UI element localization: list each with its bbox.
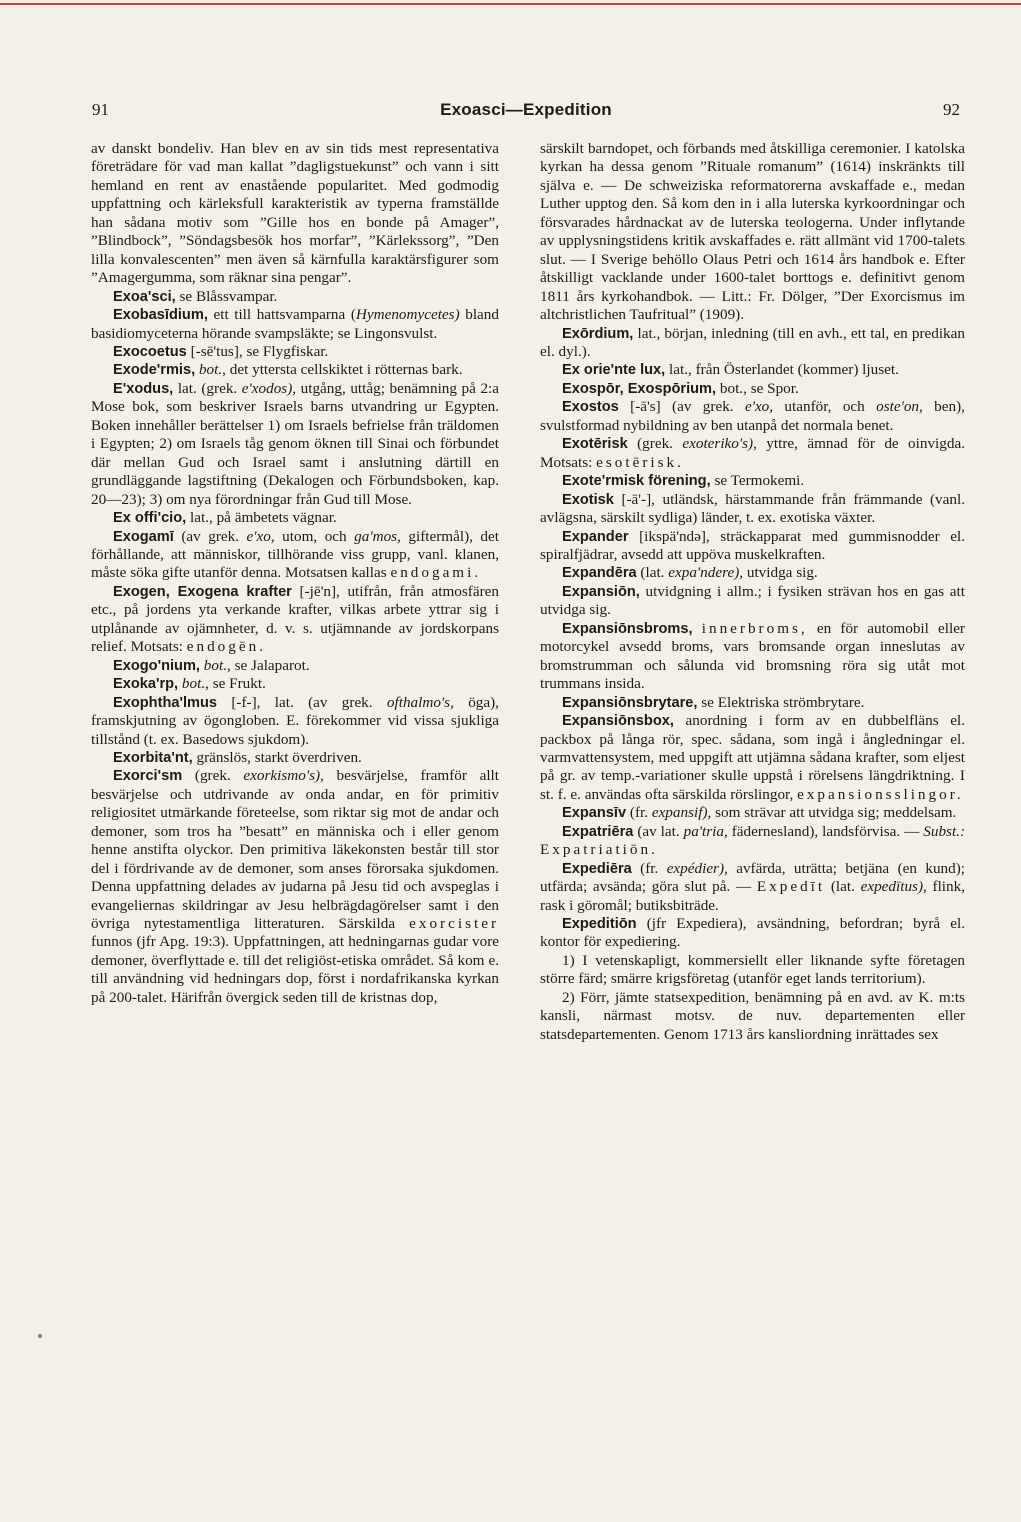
- entry-text: [-f-], lat. (av grek.: [217, 693, 387, 711]
- headword: Expediēra: [562, 860, 632, 877]
- entry-text: bot.: [198, 361, 223, 379]
- entry-text: e'xodos),: [241, 379, 297, 397]
- entry-text: (grek.: [182, 767, 244, 785]
- margin-dot: [38, 1334, 42, 1338]
- dictionary-entry: [540, 325, 965, 362]
- dictionary-entry: [91, 528, 499, 583]
- entry-text: e'xo,: [744, 398, 774, 416]
- entry-text: (lat.: [825, 878, 861, 896]
- entry-text: Hymenomycetes): [355, 306, 460, 324]
- dictionary-entry: [540, 620, 965, 694]
- entry-text: expansif),: [651, 804, 712, 822]
- entry-text: [-ā'-], utländsk, härstammande från främmande (vanl. avlägsna, särskilt sydliga) länder, t. ex. exotiska växter.: [540, 490, 965, 527]
- entry-text: endogami.: [390, 564, 482, 582]
- headword: Exophtha'lmus: [113, 694, 218, 711]
- headword: Expandēra: [562, 565, 637, 582]
- headword: Exoa'sci,: [113, 288, 176, 305]
- dictionary-entry: [91, 657, 499, 675]
- entry-text: (fr.: [626, 804, 652, 822]
- dictionary-entry: [91, 288, 499, 306]
- entry-text: Expatriatiōn.: [540, 841, 658, 859]
- headword: Ex orie'nte lux,: [562, 362, 666, 379]
- dictionary-entry: [540, 989, 965, 1044]
- entry-text: utom, och: [274, 527, 355, 545]
- running-title: Exoasci—Expedition: [440, 100, 612, 119]
- headword: Expansiōnsbrytare,: [562, 694, 698, 711]
- dictionary-entry: [540, 952, 965, 989]
- headword: Exogo'nium,: [113, 657, 200, 674]
- entry-text: , se Jalaparot.: [227, 656, 310, 674]
- dictionary-entry: [91, 361, 499, 379]
- entry-text: [-jē'n], utifrån, från atmosfären etc., på jordens yta verkande krafter, vilkas arbete yttrar sig i utplånande av ojämnheter, d. v. s. utjämnande av jordskorpans relief. Motsats:: [91, 582, 499, 656]
- entry-text: 2) Förr, jämte statsexpedition, benämning på en avd. av K. m:ts kansli, närmast motsv. de nuv. departementen eller statsdepartementen. Genom 1713 års kansliordning inrättades sex: [540, 988, 965, 1043]
- entry-text: (jfr Expediera), avsändning, befordran; byrå el. kontor för expediering.: [540, 915, 965, 951]
- headword: Exobasīdium,: [113, 307, 208, 324]
- headword: Exostos: [562, 399, 619, 416]
- entry-text: som strävar att utvidga sig; meddelsam.: [711, 804, 957, 822]
- entry-text: bland basidiomyceterna hörande svampsläkte; se Lingonsvulst.: [91, 306, 499, 342]
- entry-text: lat., på ämbetets vägnar.: [186, 509, 337, 527]
- dictionary-entry: [540, 491, 965, 528]
- top-rule: [0, 3, 1021, 5]
- entry-text: se Blåssvampar.: [175, 287, 278, 305]
- headword: Exogamī: [113, 528, 174, 545]
- entry-text: utgång, uttåg; benämning på 2:a Mose bok, som beskriver Israels barns utvandring ur Egypten. Boken innehåller berättelser 1) om Israels befrielse från träldomen i Egypten; 2) om Israels tåg genom öknen till Sinai och förbundet där mellan Gud och Israel samt i anslutning därtill en grundläggande lagstiftning (Dekalogen och Förbundsboken, kap. 20—23); 3) om nya förordningar från Gud till Mose.: [91, 379, 499, 508]
- dictionary-entry: [540, 712, 965, 804]
- dictionary-entry: [540, 361, 965, 379]
- entry-text: , se Frukt.: [205, 675, 266, 693]
- entry-text: 1) I vetenskapligt, kommersiellt eller liknande syfte företagen större färd; smärre krigsföretag (utanför eget lands territorium).: [540, 951, 965, 988]
- entry-text: ett till hattsvamparna (: [207, 306, 356, 324]
- entry-text: e'xo,: [246, 527, 275, 545]
- headword: Exorci'sm: [113, 768, 183, 785]
- page-number-right: 92: [943, 100, 960, 119]
- entry-text: (av grek.: [173, 527, 247, 545]
- entry-text: ben), svulstformad nybildning av ben utanpå det normala benet.: [540, 398, 965, 434]
- entry-text: oste'on,: [876, 398, 923, 416]
- headword: Exote'rmisk förening,: [562, 473, 711, 490]
- entry-text: se Termokemi.: [710, 472, 805, 490]
- entry-text: funnos (jfr Apg. 19:3). Uppfattningen, att hedningarnas gudar vore demoner, överflyttade e. till det religiöst-etiska området. Så kom e. till användning vid hedningars dop, först i nordafrikanska kyrkan på 200-talet. Härifrån övergick seden till de kristnas dop,: [91, 933, 499, 1006]
- headword: E'xodus,: [113, 380, 174, 397]
- headword: Expeditiōn: [562, 916, 637, 933]
- dictionary-entry: [91, 767, 499, 1007]
- dictionary-entry: [91, 583, 499, 657]
- entry-text: expansionsslingor.: [797, 785, 964, 803]
- dictionary-entry: [540, 915, 965, 952]
- entry-text: se Elektriska strömbrytare.: [697, 693, 865, 711]
- entry-text: yttre, ämnad för de oinvigda. Motsats:: [540, 435, 965, 471]
- headword: Ex offi'cio,: [113, 510, 187, 527]
- dictionary-entry: [540, 804, 965, 822]
- entry-text: exorkismo's),: [243, 767, 324, 785]
- dictionary-entry: [91, 306, 499, 343]
- entry-text: Subst.:: [923, 822, 966, 840]
- entry-text: av danskt bondeliv. Han blev en av sin tids mest representativa företrädare för vad man kallat ”dagligstuekunst” och vann i sitt hemland en rent av enastående popularitet. Med godmodig uppfattning och kärleksfull karakteristik av typerna framställde han sådana motiv som ”Gille hos en bonde på Amager”, ”Blindbock”, ”Söndagsbesök hos morfar”, ”Kärlekssorg”, ”Den lilla konvalescenten” men även så kärnfulla karaktärsfigurer som ”Amagergumma, som räknar sina pengar”.: [91, 140, 499, 287]
- headword: Expander: [562, 528, 629, 545]
- headword: Exorbita'nt,: [113, 749, 193, 766]
- entry-text: esotērisk.: [596, 453, 684, 471]
- headword: Expansiōnsbroms,: [562, 620, 693, 637]
- entry-text: innerbroms,: [701, 619, 808, 637]
- dictionary-entry: [540, 860, 965, 915]
- dictionary-entry: [540, 694, 965, 712]
- entry-text: expedītus),: [860, 878, 927, 896]
- dictionary-entry: [91, 380, 499, 509]
- headword: Exoka'rp,: [113, 676, 179, 693]
- entry-text: [693, 620, 702, 637]
- dictionary-entry: [91, 509, 499, 527]
- dictionary-entry: [91, 675, 499, 693]
- dictionary-entry: [91, 343, 499, 361]
- headword: Exospōr, Exospōrium,: [562, 380, 717, 397]
- entry-text: anordning i form av en dubbelfläns el. packbox på långa rör, spec. sådana, som ingå i ångledningar el. varmvattensystem, med uppgift att utjämna sådana krafter, som eljest på gr. av temp.-variationer skulle uppstå i rörelsens längdriktning. I st. f. e. användas ofta särskilda rörslingor,: [540, 712, 965, 803]
- entry-text: expédier),: [666, 859, 728, 877]
- entry-text: lat., från Österlandet (kommer) ljuset.: [665, 361, 899, 379]
- headword: Exotērisk: [562, 436, 628, 453]
- entry-text: exoteriko's),: [682, 435, 757, 453]
- entry-text: [ikspä'ndə], sträckapparat med gummisnodder el. spiralfjädrar, avsedd att uppöva muskelkraften.: [540, 527, 965, 563]
- entry-text: Expedīt: [756, 878, 826, 896]
- dictionary-entry: [91, 749, 499, 767]
- headword: Exotisk: [562, 491, 614, 508]
- entry-text: giftermål), det förhållande, att människor, tillhörande viss grupp, vanl. klanen, måste söka gifte utanför denna. Motsatsen kallas: [91, 527, 499, 582]
- dictionary-entry: [540, 528, 965, 565]
- entry-text: expa'ndere),: [668, 564, 744, 582]
- entry-text: ofthalmo's,: [386, 693, 454, 711]
- dictionary-entry: [540, 472, 965, 490]
- headword: Expansiōnsbox,: [562, 713, 674, 730]
- entry-text: flink, rask i göromål; butiksbiträde.: [540, 878, 966, 914]
- entry-text: avfärda, uträtta; betjäna (en kund); utfärda; avsända; göra slut på. —: [540, 859, 965, 896]
- entry-text: en för automobil eller motorcykel avsedd broms, vars bromsande organ inneslutas av bromstrumman och sålunda vid bromsning röra sig utåt mot trummans insida.: [540, 619, 965, 693]
- entry-text: (fr.: [631, 859, 667, 877]
- entry-text: bot., se Spor.: [716, 379, 799, 397]
- entry-text: (lat.: [636, 564, 669, 582]
- entry-text: exorcister: [409, 915, 499, 933]
- entry-text: (av lat.: [633, 822, 684, 840]
- headword: Expansiōn,: [562, 583, 640, 600]
- dictionary-entry: [540, 564, 965, 582]
- entry-text: bot.: [203, 656, 227, 674]
- page-header: [92, 100, 960, 126]
- entry-text: besvärjelse, framför allt besvärjelse och utdrivande av onda andar, en för primitiv religiositet utmärkande företeelse, som riktar sig mot de andar och demoner, som tros ha ”besatt” en människa och i eller genom henne anstifta olyckor. Den primitiva läkekonsten består till stor del i fördrivande av de demoner, som anses förorsaka sjukdomen. Denna uppfattning delades av judarna på Jesu tid och avspeglas i evangeliernas skildringar av Jesu helbrägdagörelser samt i den övriga nytestamentliga litteraturen. Särskilda: [91, 767, 499, 933]
- headword: Expatriēra: [562, 823, 634, 840]
- entry-text: bot.: [181, 675, 206, 693]
- dictionary-entry: [540, 140, 965, 325]
- entry-text: lat. (grek.: [173, 379, 242, 397]
- entry-text: utvidgning i allm.; i fysiken strävan hos en gas att utvidga sig.: [540, 582, 965, 619]
- entry-text: särskilt barndopet, och förbands med åtskilliga ceremonier. I katolska kyrkan ha dessa genom ”Rituale romanum” (1614) inskränkts till själva e. — De schweiziska reformatorerna avskaffade e., medan Luther upptog den. Så kom den in i alla luterska kyrkoordningar och försvarades hårdnackat av de luterska teologerna. Under inflytande av upplysningstidens kritik avskaffades e. rätt allmänt vid 1700-talets slut. — I Sverige behöllo Olaus Petri och 1614 års handbok e. Efter åtskilligt vacklande under 1600-talet borttogs e. definitivt genom 1811 års kyrkohandbok. — Litt.: Fr. Dölger, ”Der Exorcismus im altchristlichen Taufritual” (1909).: [540, 140, 965, 324]
- left-column: [91, 140, 499, 1007]
- dictionary-entry: [540, 435, 965, 472]
- entry-text: lat., början, inledning (till en avh., ett tal, en predikan el. dyl.).: [540, 324, 965, 360]
- entry-text: pa'tria,: [683, 822, 728, 840]
- entry-text: , det yttersta cellskiktet i rötternas bark.: [222, 361, 463, 379]
- headword: Exode'rmis,: [113, 362, 196, 379]
- headword: Exogen, Exogena krafter: [113, 583, 292, 600]
- dictionary-entry: [540, 823, 965, 860]
- headword: Exocoetus: [113, 343, 187, 360]
- dictionary-entry: [91, 694, 499, 749]
- entry-text: utanför, och: [773, 398, 877, 416]
- entry-text: fädernesland), landsförvisa. —: [727, 822, 924, 840]
- right-column: [540, 140, 965, 1044]
- entry-text: [-ā's] (av grek.: [618, 398, 745, 416]
- dictionary-entry: [540, 583, 965, 620]
- headword: Exōrdium,: [562, 325, 634, 342]
- entry-text: öga), framskjutning av ögongloben. E. förekommer vid vissa sjukliga tillstånd (t. ex. Basedows sjukdom).: [91, 693, 499, 748]
- dictionary-entry: [540, 380, 965, 398]
- page-number-left: 91: [92, 100, 109, 119]
- entry-text: [-sē'tus], se Flygfiskar.: [186, 342, 329, 360]
- dictionary-entry: [540, 398, 965, 435]
- entry-text: gränslös, starkt överdriven.: [192, 748, 362, 766]
- entry-text: (grek.: [627, 435, 683, 453]
- entry-text: ga'mos,: [354, 527, 401, 545]
- headword: Expansīv: [562, 805, 627, 822]
- entry-text: utvidga sig.: [743, 564, 818, 582]
- entry-text: endogēn.: [186, 638, 266, 656]
- dictionary-entry: [91, 140, 499, 288]
